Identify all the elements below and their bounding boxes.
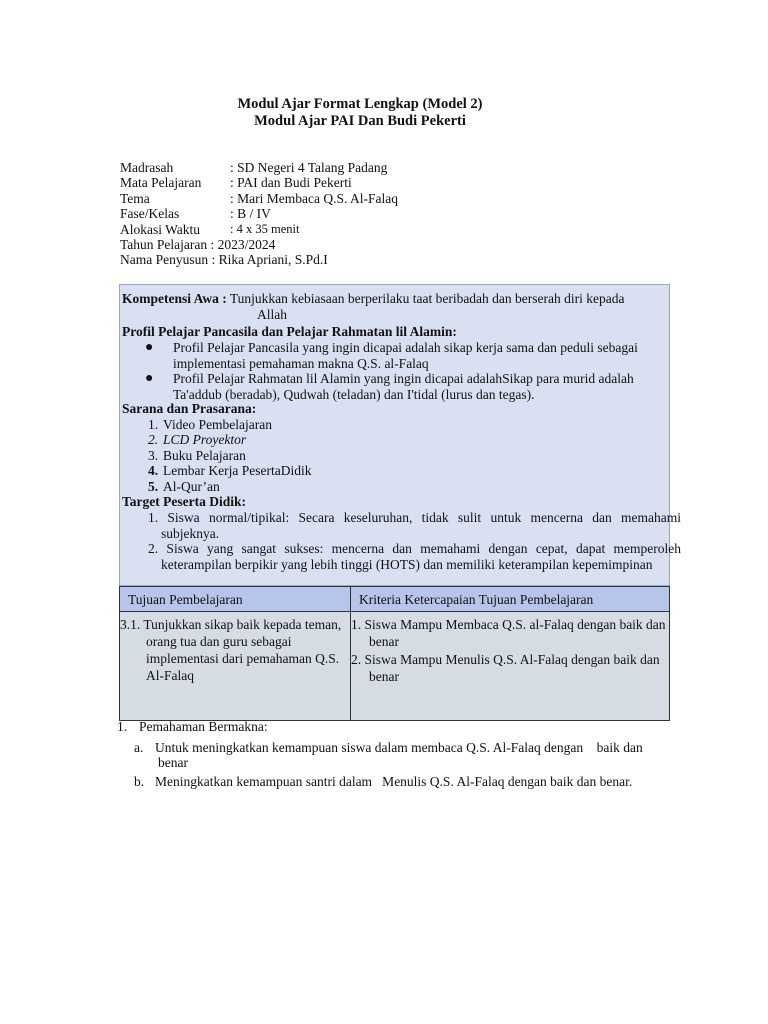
header-text: Kriteria Ketercapaian Tujuan Pembelajaran xyxy=(359,591,594,607)
profil-item-line: Profil Pelajar Pancasila yang ingin dicapai adalah sikap kerja sama dan peduli sebagai xyxy=(173,340,638,355)
info-label: Fase/Kelas xyxy=(120,206,180,222)
sarana-item xyxy=(148,448,668,464)
item-text: Al-Qur’an xyxy=(163,479,220,494)
profil-item-line: Ta'addub (beradab), Qudwah (teladan) dan I'tidal (lurus dan tegas). xyxy=(173,386,535,402)
sarana-item xyxy=(148,479,668,495)
item-number: 2. xyxy=(148,432,159,447)
pemahaman-letter: b. xyxy=(134,774,145,789)
kompetensi-box xyxy=(119,284,681,586)
profil-item-1 xyxy=(145,340,663,371)
item-number: 4. xyxy=(148,463,159,478)
item-number: 5. xyxy=(148,479,159,494)
document-title: Modul Ajar Format Lengkap (Model 2) xyxy=(237,96,483,112)
info-row-madrasah xyxy=(120,160,388,175)
item-text: Video Pembelajaran xyxy=(163,417,273,432)
tujuan-text: 3.1. Tunjukkan sikap baik kepada teman, orang tua dan guru sebagai implementasi dari pemahaman Q.S. Al-Falaq xyxy=(120,617,342,683)
sarana-item xyxy=(148,417,668,433)
info-row-nama-penyusun xyxy=(120,252,328,267)
info-value: : 4 x 35 menit xyxy=(230,221,300,236)
item-text: Lembar Kerja PesertaDidik xyxy=(163,463,312,478)
pemahaman-item-b: Meningkatkan kemampuan santri dalam Menulis Q.S. Al-Falaq dengan baik dan benar. xyxy=(155,774,633,789)
kriteria-item: 1. Siswa Mampu Membaca Q.S. al-Falaq dengan baik dan benar xyxy=(351,617,666,649)
table-header xyxy=(120,587,351,612)
table-header xyxy=(351,587,670,612)
info-value: : B / IV xyxy=(230,206,271,222)
info-row-mata-pelajaran xyxy=(120,175,352,191)
pemahaman-item-a-line1: Untuk meningkatkan kemampuan siswa dalam membaca Q.S. Al-Falaq dengan baik dan xyxy=(155,740,643,755)
identity-block xyxy=(120,160,398,268)
pemahaman-item-a-line2: benar xyxy=(158,755,188,770)
table-header-row xyxy=(120,587,670,612)
info-row-fase-kelas xyxy=(120,206,328,221)
kompetensi-label: Kompetensi Awa : xyxy=(122,291,227,306)
profil-item-line: Profil Pelajar Rahmatan lil Alamin yang ingin dicapai adalahSikap para murid adalah xyxy=(173,371,634,386)
target-item: 2. Siswa yang sangat sukses: mencerna dan memahami dengan cepat, dapat memperoleh keterampilan berpikir yang lebih tinggi (HOTS) dan memiliki keterampilan kepemimpinan xyxy=(148,541,681,572)
bullet-icon: ● xyxy=(145,371,154,386)
info-label: Tema xyxy=(120,190,150,206)
sarana-heading: Sarana dan Prasarana: xyxy=(122,401,257,416)
pemahaman-letter: a. xyxy=(134,740,144,755)
kompetensi-awal xyxy=(122,291,668,322)
item-text: Buku Pelajaran xyxy=(163,448,246,463)
sarana-item xyxy=(148,432,668,448)
info-value: : Rika Apriani, S.Pd.I xyxy=(211,252,328,268)
info-label: Alokasi Waktu xyxy=(120,221,201,237)
info-value: : SD Negeri 4 Talang Padang xyxy=(230,160,388,175)
info-row-alokasi-waktu xyxy=(120,222,328,237)
info-label: Tahun Pelajaran xyxy=(120,236,208,252)
info-label: Madrasah xyxy=(120,160,174,175)
table-row xyxy=(120,612,670,721)
info-label: Mata Pelajaran xyxy=(120,175,202,191)
info-row-tema xyxy=(120,190,398,206)
table-cell-tujuan xyxy=(120,612,351,721)
info-row-tahun-pelajaran xyxy=(120,237,328,252)
pemahaman-number: 1. xyxy=(117,719,128,734)
document-subtitle: Modul Ajar PAI Dan Budi Pekerti xyxy=(254,113,466,129)
sarana-item xyxy=(148,463,668,479)
header-text: Tujuan Pembelajaran xyxy=(128,591,243,607)
target-item: 1. Siswa normal/tipikal: Secara keseluruhan, tidak sulit untuk mencerna dan memahami subjeknya. xyxy=(148,510,681,541)
item-number: 1. xyxy=(148,417,159,432)
info-value: : Mari Membaca Q.S. Al-Falaq xyxy=(230,190,398,206)
item-number: 3. xyxy=(148,448,159,463)
info-value: : PAI dan Budi Pekerti xyxy=(230,175,352,191)
info-label: Nama Penyusun xyxy=(120,252,209,268)
pemahaman-heading: Pemahaman Bermakna: xyxy=(139,719,268,734)
kompetensi-text-cont: Allah xyxy=(257,306,287,322)
bullet-icon: ● xyxy=(145,340,154,355)
profil-item-2 xyxy=(145,371,663,402)
table-cell-kriteria xyxy=(351,612,670,721)
profil-heading: Profil Pelajar Pancasila dan Pelajar Rahmatan lil Alamin: xyxy=(122,324,457,339)
kriteria-item: 2. Siswa Mampu Menulis Q.S. Al-Falaq dengan baik dan benar xyxy=(351,652,660,684)
tujuan-table xyxy=(119,586,670,721)
kompetensi-text: Tunjukkan kebiasaan berperilaku taat beribadah dan berserah diri kepada xyxy=(229,291,625,306)
item-text: LCD Proyektor xyxy=(163,432,247,447)
target-heading: Target Peserta Didik: xyxy=(122,494,246,509)
profil-item-line: implementasi pemahaman makna Q.S. al-Falaq xyxy=(173,355,429,371)
info-value: : 2023/2024 xyxy=(210,236,276,252)
